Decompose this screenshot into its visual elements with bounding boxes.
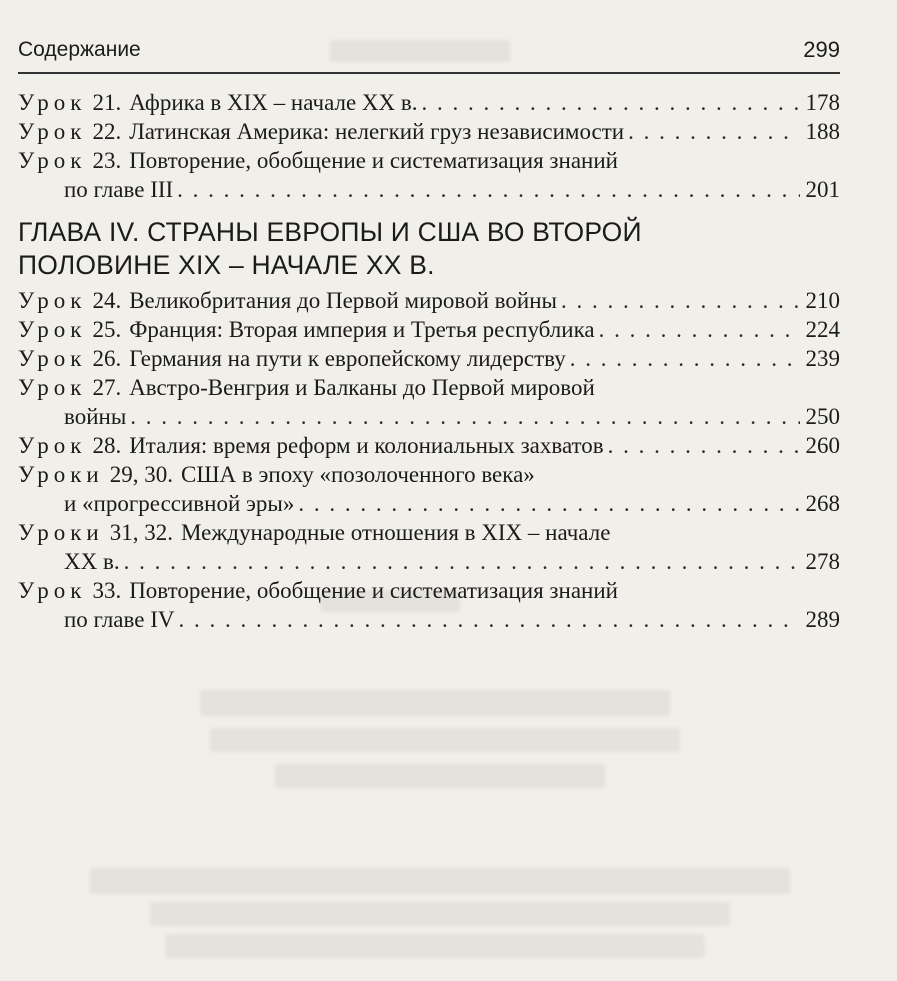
toc-entry [18, 117, 840, 146]
lesson-number: 28. [92, 433, 122, 458]
toc-entry [18, 373, 840, 431]
lesson-number: 23. [92, 148, 122, 173]
lesson-number: 33. [92, 578, 122, 603]
toc-entry [18, 286, 840, 315]
toc-page-number: 178 [805, 90, 840, 115]
lesson-number: 27. [92, 375, 122, 400]
header-title: Содержание [18, 38, 141, 61]
dot-leader [561, 286, 800, 315]
dot-leader [608, 431, 800, 460]
lesson-title: Повторение, обобщение и систематизация знаний [129, 148, 618, 173]
toc-page-number: 210 [805, 288, 840, 313]
toc-entry-line [18, 117, 840, 146]
lesson-prefix: Урок [18, 148, 87, 173]
toc-page-number: 239 [805, 346, 840, 371]
lesson-prefix: Урок [18, 90, 87, 115]
lesson-number: 31, 32. [109, 520, 173, 545]
chapter-heading-line-1: ГЛАВА IV. СТРАНЫ ЕВРОПЫ И США ВО ВТОРОЙ [18, 217, 642, 247]
lesson-prefix: Уроки [18, 462, 104, 487]
toc-page-number: 250 [805, 404, 840, 429]
toc-entry [18, 576, 840, 634]
toc-entry-line [18, 146, 840, 175]
dot-leader [178, 605, 799, 634]
chapter-heading-line-2: ПОЛОВИНЕ XIX – НАЧАЛЕ XX В. [18, 250, 435, 280]
lesson-number: 26. [92, 346, 122, 371]
lesson-prefix: Урок [18, 375, 87, 400]
toc-entry-line [18, 431, 840, 460]
lesson-title: по главе III [64, 177, 174, 202]
dot-leader [628, 117, 799, 146]
dot-leader [124, 547, 800, 576]
toc-entry-line [18, 373, 840, 402]
lesson-title: Германия на пути к европейскому лидерству [129, 346, 566, 371]
toc-page-number: 201 [805, 177, 840, 202]
toc-entry-line [18, 88, 840, 117]
toc-entry-line [18, 489, 840, 518]
dot-leader [298, 489, 799, 518]
lesson-title: Франция: Вторая империя и Третья республика [129, 317, 595, 342]
lesson-prefix: Урок [18, 346, 87, 371]
lesson-title: Повторение, обобщение и систематизация знаний [129, 578, 618, 603]
lesson-title: войны [64, 404, 127, 429]
lesson-title: Италия: время реформ и колониальных захватов [129, 433, 604, 458]
lesson-title: по главе IV [64, 607, 175, 632]
dot-leader [599, 315, 800, 344]
lesson-title: США в эпоху «позолоченного века» [181, 462, 535, 487]
toc-entry-line [18, 576, 840, 605]
toc-entry [18, 431, 840, 460]
header-rule [18, 72, 840, 74]
lesson-title: и «прогрессивной эры» [64, 491, 295, 516]
lesson-title: XX в. [64, 549, 120, 574]
toc-entry-line [18, 605, 840, 634]
running-header [18, 36, 840, 70]
toc-entry [18, 315, 840, 344]
lesson-prefix: Уроки [18, 520, 104, 545]
toc-page-number: 188 [805, 119, 840, 144]
toc-entry [18, 344, 840, 373]
dot-leader [570, 344, 800, 373]
lesson-title: Латинская Америка: нелегкий груз независимости [129, 119, 625, 144]
toc-page-number: 268 [805, 491, 840, 516]
toc-entry-line [18, 547, 840, 576]
toc-entry-line [18, 460, 840, 489]
toc-page-number: 224 [805, 317, 840, 342]
toc-entry-line [18, 286, 840, 315]
dot-leader [130, 402, 799, 431]
lesson-prefix: Урок [18, 317, 87, 342]
toc-entries-chapter-3 [18, 88, 840, 204]
table-of-contents [18, 88, 840, 634]
chapter-heading [18, 216, 840, 282]
lesson-title: Австро-Венгрия и Балканы до Первой мировой [129, 375, 595, 400]
toc-page-number: 260 [805, 433, 840, 458]
toc-entry-line [18, 402, 840, 431]
header-page-number: 299 [803, 37, 840, 62]
toc-entry-line [18, 315, 840, 344]
lesson-title: Международные отношения в XIX – начале [181, 520, 611, 545]
toc-entry-line [18, 344, 840, 373]
dot-leader [422, 88, 800, 117]
dot-leader [177, 175, 799, 204]
lesson-prefix: Урок [18, 578, 87, 603]
lesson-title: Великобритания до Первой мировой войны [129, 288, 557, 313]
toc-entry-line [18, 518, 840, 547]
toc-entries-chapter-4 [18, 286, 840, 634]
toc-page-number: 278 [805, 549, 840, 574]
lesson-prefix: Урок [18, 433, 87, 458]
lesson-number: 22. [92, 119, 122, 144]
lesson-number: 21. [92, 90, 122, 115]
toc-entry [18, 88, 840, 117]
lesson-number: 25. [92, 317, 122, 342]
lesson-number: 24. [92, 288, 122, 313]
toc-page-number: 289 [805, 607, 840, 632]
toc-entry [18, 460, 840, 518]
lesson-title: Африка в XIX – начале XX в. [129, 90, 418, 115]
lesson-prefix: Урок [18, 288, 87, 313]
lesson-number: 29, 30. [109, 462, 173, 487]
toc-entry-line [18, 175, 840, 204]
lesson-prefix: Урок [18, 119, 87, 144]
toc-entry [18, 146, 840, 204]
toc-entry [18, 518, 840, 576]
